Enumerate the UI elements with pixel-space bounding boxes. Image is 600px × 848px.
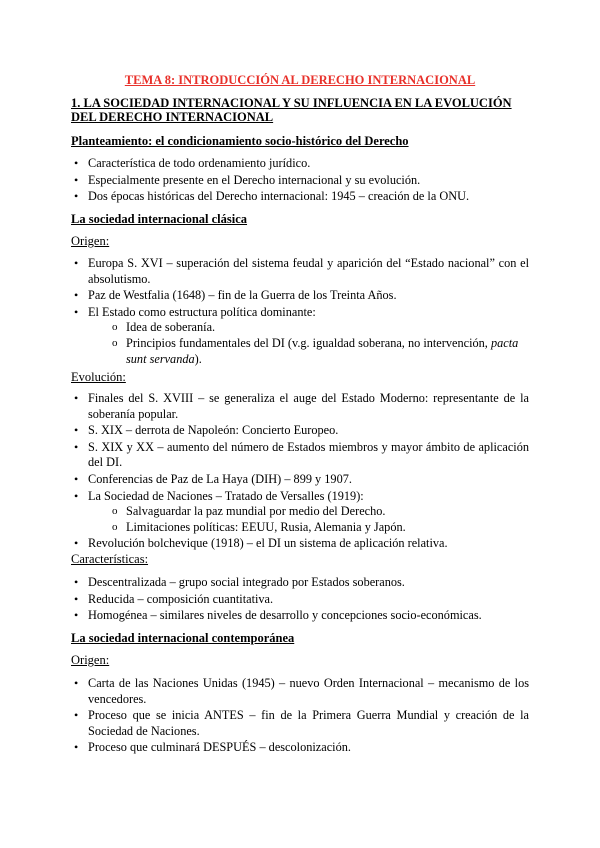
sublist-item: o Limitaciones políticas: EEUU, Rusia, Alemania y Japón. <box>88 520 529 536</box>
clasica-origen-list <box>71 256 529 368</box>
list-item: • S. XIX – derrota de Napoleón: Concierto Europeo. <box>71 423 529 439</box>
sublist-item: o Idea de soberanía. <box>88 320 529 336</box>
list-item: • Revolución bolchevique (1918) – el DI un sistema de aplicación relativa. <box>71 536 529 552</box>
planteamiento-heading: Planteamiento: el condicionamiento socio-histórico del Derecho <box>71 134 409 148</box>
contemporanea-origen-list <box>71 676 529 757</box>
contemporanea-origen-label: Origen: <box>71 653 110 667</box>
sublist-item-text: Principios fundamentales del DI (v.g. igualdad soberana, no intervención, <box>126 335 488 350</box>
sublist-item <box>88 336 529 367</box>
clasica-evolucion-list <box>71 391 529 553</box>
list-item: • Característica de todo ordenamiento jurídico. <box>71 156 529 172</box>
clasica-origen-label: Origen: <box>71 234 110 248</box>
section-heading-1: 1. LA SOCIEDAD INTERNACIONAL Y SU INFLUENCIA EN LA EVOLUCIÓN DEL DERECHO INTERNACIONAL <box>71 96 512 124</box>
pacta-term: pacta sunt servanda <box>126 335 519 366</box>
list-item-text: La Sociedad de Naciones – Tratado de Versalles (1919): <box>88 488 364 503</box>
document-title: TEMA 8: INTRODUCCIÓN AL DERECHO INTERNACIONAL <box>124 73 476 87</box>
planteamiento-list <box>71 156 529 206</box>
list-item: • Proceso que culminará DESPUÉS – descolonización. <box>71 740 529 756</box>
list-item: • S. XIX y XX – aumento del número de Estados miembros y mayor ámbito de aplicación del DI. <box>71 440 529 471</box>
list-item: • Dos épocas históricas del Derecho internacional: 1945 – creación de la ONU. <box>71 189 529 205</box>
pacta-end: ). <box>194 351 202 366</box>
list-item: • Homogénea – similares niveles de desarrollo y concepciones socio-económicas. <box>71 608 529 624</box>
list-item: • Paz de Westfalia (1648) – fin de la Guerra de los Treinta Años. <box>71 288 529 304</box>
clasica-caracteristicas-list <box>71 575 529 625</box>
list-item-text: El Estado como estructura política dominante: <box>88 304 316 319</box>
clasica-heading: La sociedad internacional clásica <box>71 212 248 226</box>
list-item: • Carta de las Naciones Unidas (1945) – nuevo Orden Internacional – mecanismo de los vencedores. <box>71 676 529 707</box>
list-item: • Europa S. XVI – superación del sistema feudal y aparición del “Estado nacional” con el absolutismo. <box>71 256 529 287</box>
contemporanea-heading: La sociedad internacional contemporánea <box>71 631 295 645</box>
list-item: • Conferencias de Paz de La Haya (DIH) – 899 y 1907. <box>71 472 529 488</box>
naciones-sublist <box>88 504 529 535</box>
list-item: • Proceso que se inicia ANTES – fin de la Primera Guerra Mundial y creación de la Sociedad de Naciones. <box>71 708 529 739</box>
list-item: • Especialmente presente en el Derecho internacional y su evolución. <box>71 173 529 189</box>
list-item: • Descentralizada – grupo social integrado por Estados soberanos. <box>71 575 529 591</box>
sublist-item: o Salvaguardar la paz mundial por medio del Derecho. <box>88 504 529 520</box>
list-item <box>71 489 529 536</box>
list-item: • Finales del S. XVIII – se generaliza el auge del Estado Moderno: representante de la soberanía popular. <box>71 391 529 422</box>
list-item: • Reducida – composición cuantitativa. <box>71 592 529 608</box>
estado-sublist <box>88 320 529 367</box>
list-item <box>71 305 529 367</box>
clasica-caracteristicas-label: Características: <box>71 552 149 566</box>
clasica-evolucion-label: Evolución: <box>71 370 126 384</box>
